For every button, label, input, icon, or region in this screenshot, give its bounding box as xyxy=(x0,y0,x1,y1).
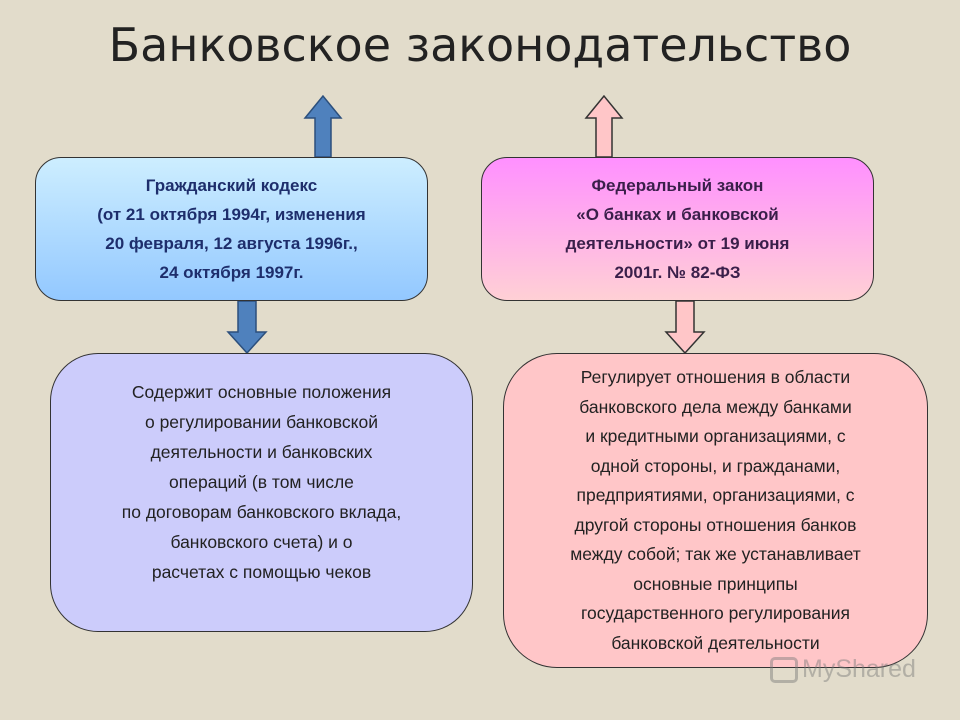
page-title: Банковское законодательство xyxy=(108,18,852,72)
watermark-logo xyxy=(770,655,916,684)
federal-law-contents-text: Регулирует отношения в области банковского дела между банками и кредитными организациями, с одной стороны, и гражданами, предприятиями, организациями, с другой стороны отношения банков между собой; так же устанавливает основные принципы государственного регулирования банковской деятельности xyxy=(570,367,861,653)
federal-law-box xyxy=(481,157,874,301)
federal-law-contents-box xyxy=(503,353,928,668)
civil-code-contents-text: Содержит основные положения о регулировании банковской деятельности и банковских операций (в том числе по договорам банковского вклада, банковского счета) и о расчетах с помощью чеков xyxy=(121,381,402,582)
civil-code-box xyxy=(35,157,428,301)
watermark-text: MyShared xyxy=(802,655,916,683)
watermark-icon xyxy=(770,657,798,683)
arrow-up-civil xyxy=(305,96,341,157)
arrow-down-federal xyxy=(666,301,704,353)
civil-code-contents-box xyxy=(50,353,473,632)
federal-law-text: Федеральный закон «О банках и банковской деятельности» от 19 июня 2001г. № 82-ФЗ xyxy=(565,176,790,282)
civil-code-text: Гражданский кодекс (от 21 октября 1994г, изменения 20 февраля, 12 августа 1996г., 24 октября 1997г. xyxy=(97,176,366,282)
arrow-down-civil xyxy=(228,301,266,353)
arrow-up-federal xyxy=(586,96,622,157)
